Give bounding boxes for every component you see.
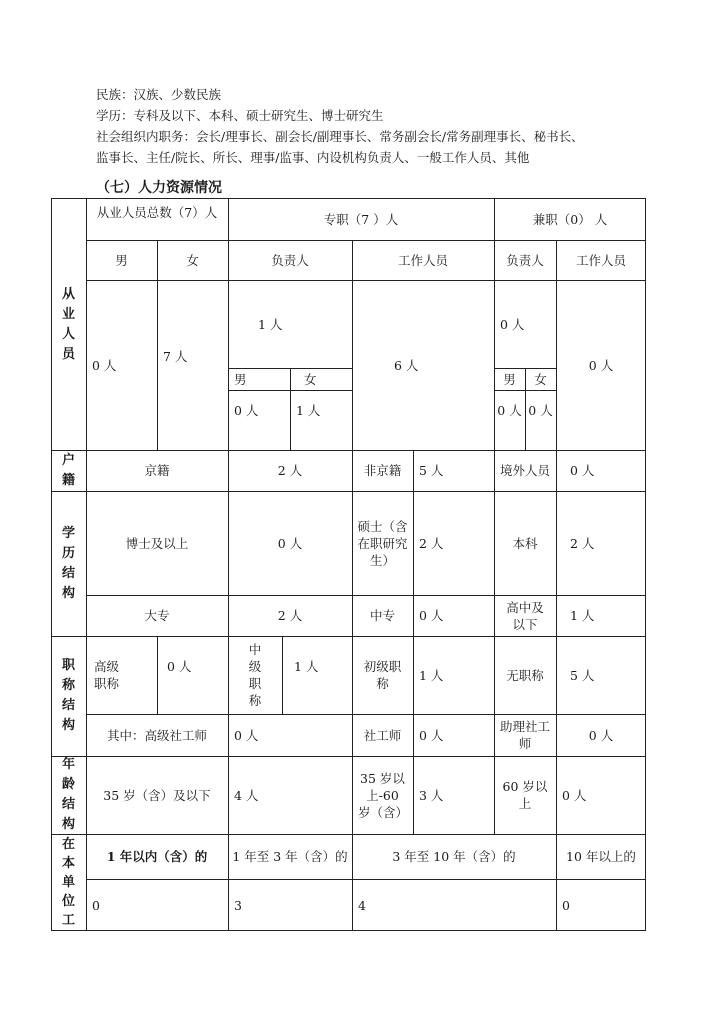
tenure-h4: 10 年以上的 <box>566 849 636 864</box>
staff-worker-count: 6 人 <box>394 357 419 373</box>
edu-vocational-count: 0 人 <box>419 608 444 623</box>
title-middle-label: 中级职称 <box>248 642 262 708</box>
tenure-v4: 0 <box>562 897 570 913</box>
staff-parttime-header: 兼职（0） 人 <box>532 211 608 227</box>
staff-leader-male-count: 0 人 <box>234 402 259 418</box>
age-over60-label: 60 岁以上 <box>502 779 548 811</box>
staff-leader-count: 1 人 <box>258 316 283 332</box>
age-mid-count: 3 人 <box>419 787 444 803</box>
staff-total-header: 从业人员总数（7）人 <box>96 204 218 220</box>
tenure-h1: 1 年以内（含）的 <box>106 849 208 864</box>
side-label-title: 职 称 结 构 <box>61 658 75 733</box>
staff-leader-header: 负责人 <box>271 252 309 268</box>
title-senior-social-count: 0 人 <box>234 727 259 743</box>
staff-leader-male-header: 男 <box>234 371 247 387</box>
tenure-v1: 0 <box>92 897 100 913</box>
edu-bachelor-label: 本科 <box>512 535 538 551</box>
title-social-label: 社工师 <box>363 727 402 743</box>
staff-leader-female-count: 1 人 <box>296 402 321 418</box>
edu-master-count: 2 人 <box>419 535 444 551</box>
tenure-v3: 4 <box>358 897 366 913</box>
huji-overseas-count: 0 人 <box>570 463 595 478</box>
title-assistant-social-label: 助理社工师 <box>500 719 551 751</box>
staff-pt-leader-female-header: 女 <box>534 371 547 387</box>
edu-bachelor-count: 2 人 <box>570 535 595 551</box>
intro-education: 学历：专科及以下、本科、硕士研究生、博士研究生 <box>96 108 384 123</box>
title-none-label: 无职称 <box>506 667 544 683</box>
edu-vocational-label: 中专 <box>369 608 395 623</box>
staff-pt-worker-header: 工作人员 <box>575 252 626 268</box>
intro-position-2: 监事长、主任/院长、所长、理事/监事、内设机构负责人、一般工作人员、其他 <box>96 150 530 165</box>
side-label-education: 学 历 结 构 <box>61 525 75 601</box>
title-none-count: 5 人 <box>570 667 595 683</box>
staff-female-count: 7 人 <box>163 348 188 364</box>
age-under35-label: 35 岁（含）及以下 <box>103 787 211 803</box>
staff-pt-leader-count: 0 人 <box>500 316 525 332</box>
section-title: （七）人力资源情况 <box>96 180 222 196</box>
edu-highschool-label: 高中及以下 <box>506 599 544 632</box>
title-assistant-social-count: 0 人 <box>588 727 614 743</box>
staff-pt-leader-header: 负责人 <box>506 252 544 268</box>
title-junior-label: 初级职称 <box>363 659 402 691</box>
edu-phd-count: 0 人 <box>277 535 303 551</box>
staff-fulltime-header: 专职（7 ）人 <box>323 211 399 227</box>
huji-nonbeijing-label: 非京籍 <box>363 463 402 478</box>
staff-leader-female-header: 女 <box>304 371 317 387</box>
side-label-huji: 户 籍 <box>61 452 75 488</box>
staff-pt-leader-male-header: 男 <box>503 371 516 387</box>
staff-male-header: 男 <box>115 252 128 268</box>
edu-master-label: 硕士（含在职研究生） <box>357 518 408 568</box>
edu-college-count: 2 人 <box>277 608 303 623</box>
tenure-h3: 3 年至 10 年（含）的 <box>392 849 516 864</box>
edu-phd-label: 博士及以上 <box>125 535 189 551</box>
intro-position-1: 社会组织内职务：会长/理事长、副会长/副理事长、常务副会长/常务副理事长、秘书长、 <box>96 129 584 144</box>
title-social-count: 0 人 <box>419 727 444 743</box>
staff-female-header: 女 <box>186 252 199 268</box>
edu-highschool-count: 1 人 <box>570 608 595 623</box>
age-mid-label: 35 岁以上-60 岁（含） <box>358 770 409 820</box>
title-senior-social-label: 其中：高级社工师 <box>106 727 207 743</box>
side-label-staff: 从 业 人 员 <box>61 287 75 362</box>
tenure-h2: 1 年至 3 年（含）的 <box>232 849 348 864</box>
tenure-v2: 3 <box>234 897 242 913</box>
age-over60-count: 0 人 <box>562 787 587 803</box>
age-under35-count: 4 人 <box>234 787 259 803</box>
title-senior-label: 高级职称 <box>94 659 120 691</box>
title-middle-count: 1 人 <box>294 658 319 674</box>
staff-pt-leader-male-count: 0 人 <box>497 402 522 418</box>
huji-beijing-label: 京籍 <box>144 463 170 478</box>
huji-nonbeijing-count: 5 人 <box>419 463 444 478</box>
title-junior-count: 1 人 <box>419 667 444 683</box>
edu-college-label: 大专 <box>144 608 170 623</box>
huji-beijing-count: 2 人 <box>277 463 303 478</box>
side-label-age: 年 龄 结 构 <box>61 757 75 832</box>
staff-male-count: 0 人 <box>92 357 117 373</box>
staff-worker-header: 工作人员 <box>397 252 448 268</box>
staff-pt-leader-female-count: 0 人 <box>528 402 553 418</box>
staff-pt-worker-count: 0 人 <box>588 357 614 373</box>
side-label-tenure: 在 本 单 位 工 <box>61 837 75 928</box>
intro-block <box>96 84 584 168</box>
intro-ethnicity: 民族：汉族、少数民族 <box>96 87 222 102</box>
huji-overseas-label: 境外人员 <box>500 463 551 478</box>
title-senior-count: 0 人 <box>167 658 192 674</box>
